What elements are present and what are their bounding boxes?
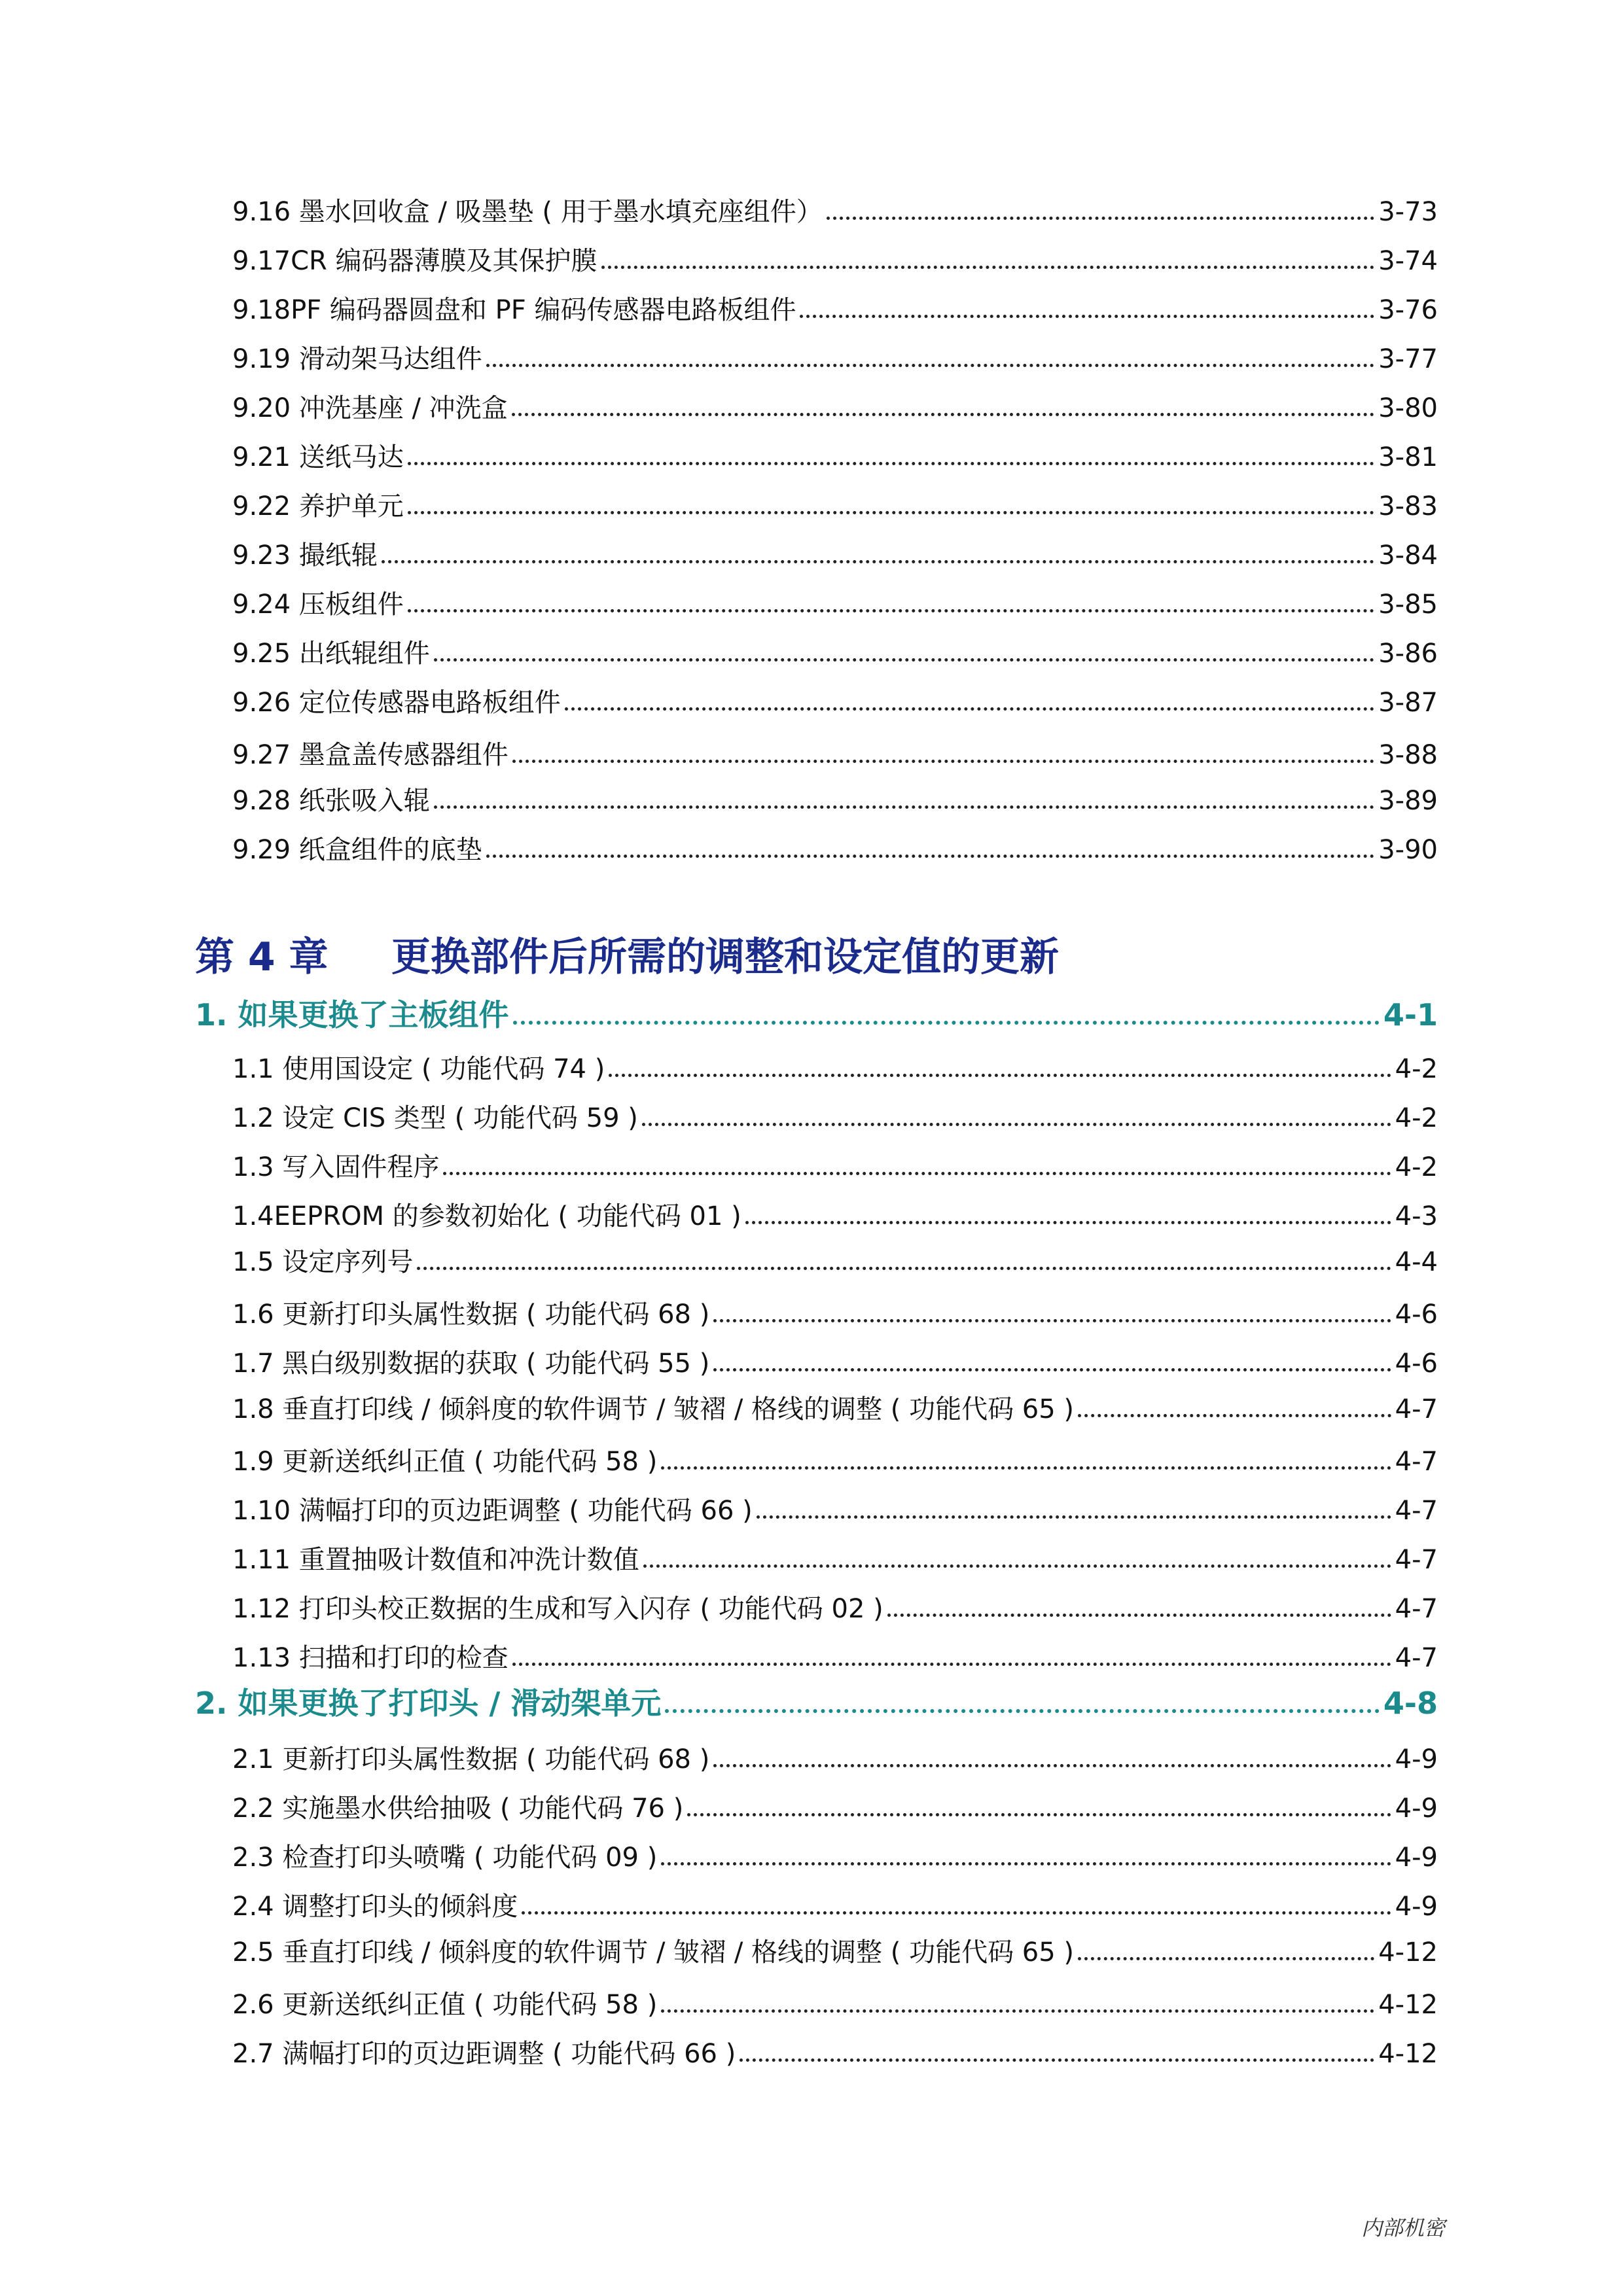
dot-leader xyxy=(565,707,1374,711)
toc-entry-title: 9.16 墨水回收盒 / 吸墨垫 ( 用于墨水填充座组件） xyxy=(232,197,823,227)
toc-entry[interactable] xyxy=(232,1283,1438,1329)
toc-entry-title: 1.6 更新打印头属性数据 ( 功能代码 68 ) xyxy=(232,1299,710,1330)
dot-leader xyxy=(443,1172,1391,1175)
toc-entry-page: 3-83 xyxy=(1378,491,1438,521)
toc-entry[interactable] xyxy=(232,819,1438,864)
toc-entry[interactable] xyxy=(232,1038,1438,1084)
toc-entry-page: 4-12 xyxy=(1378,1990,1438,2020)
toc-entry[interactable] xyxy=(232,1136,1438,1182)
toc-entry-title: 1.10 满幅打印的页边距调整 ( 功能代码 66 ) xyxy=(232,1496,753,1526)
dot-leader xyxy=(661,1466,1391,1470)
dot-leader xyxy=(713,1368,1391,1371)
dot-leader xyxy=(687,1813,1391,1816)
toc-entry-title: 9.24 压板组件 xyxy=(232,590,404,620)
toc-entry[interactable] xyxy=(232,377,1438,423)
dot-leader xyxy=(512,1663,1391,1666)
dot-leader xyxy=(512,760,1374,763)
toc-section-page: 4-1 xyxy=(1383,997,1438,1033)
toc-entry-title: 2.2 实施墨水供给抽吸 ( 功能代码 76 ) xyxy=(232,1793,684,1824)
toc-entry[interactable] xyxy=(232,724,1438,769)
dot-leader xyxy=(512,413,1375,416)
toc-entry-title: 1.4EEPROM 的参数初始化 ( 功能代码 01 ) xyxy=(232,1201,741,1231)
toc-entry[interactable] xyxy=(232,1826,1438,1872)
toc-entry-page: 3-73 xyxy=(1378,197,1438,227)
toc-entry[interactable] xyxy=(232,1777,1438,1823)
dot-leader xyxy=(887,1614,1391,1617)
toc-section-page: 4-8 xyxy=(1383,1686,1438,1721)
toc-entry-title: 9.26 定位传感器电路板组件 xyxy=(232,688,561,718)
dot-leader xyxy=(740,2058,1374,2062)
toc-entry[interactable] xyxy=(232,1578,1438,1623)
toc-entry-title: 9.22 养护单元 xyxy=(232,491,404,521)
toc-entry[interactable] xyxy=(232,1185,1438,1231)
dot-leader xyxy=(661,1862,1391,1865)
toc-entry-title: 1.11 重置抽吸计数值和冲洗计数值 xyxy=(232,1545,639,1575)
dot-leader xyxy=(713,1764,1391,1767)
toc-entry-page: 4-7 xyxy=(1395,1594,1438,1624)
toc-entry[interactable] xyxy=(232,181,1438,226)
toc-entry[interactable] xyxy=(232,622,1438,668)
toc-entry-title: 9.27 墨盒盖传感器组件 xyxy=(232,740,508,770)
toc-entry[interactable] xyxy=(232,279,1438,325)
dot-leader xyxy=(486,364,1374,367)
toc-entry-title: 2.7 满幅打印的页边距调整 ( 功能代码 66 ) xyxy=(232,2039,736,2069)
toc-entry-page: 4-9 xyxy=(1395,1793,1438,1824)
toc-entry[interactable] xyxy=(232,1378,1438,1424)
dot-leader xyxy=(434,805,1374,809)
dot-leader xyxy=(609,1074,1391,1077)
chapter-number: 第 4 章 xyxy=(195,934,329,980)
dot-leader xyxy=(1078,1957,1374,1960)
toc-entry-page: 4-2 xyxy=(1395,1103,1438,1133)
toc-entry[interactable] xyxy=(232,1332,1438,1378)
toc-entry-title: 1.3 写入固件程序 xyxy=(232,1152,440,1182)
toc-entry[interactable] xyxy=(232,1231,1438,1277)
toc-entry-title: 9.21 送纸马达 xyxy=(232,442,404,472)
toc-entry-title: 9.20 冲洗基座 / 冲洗盒 xyxy=(232,393,508,423)
toc-entry-title: 9.23 撮纸辊 xyxy=(232,540,378,571)
toc-entry-page: 3-76 xyxy=(1378,295,1438,325)
dot-leader xyxy=(382,560,1374,563)
toc-entry-page: 4-4 xyxy=(1395,1247,1438,1277)
toc-entry[interactable] xyxy=(232,1875,1438,1921)
toc-entry-page: 4-2 xyxy=(1395,1152,1438,1182)
toc-entry[interactable] xyxy=(232,1430,1438,1476)
toc-section-title: 2. 如果更换了打印头 / 滑动架单元 xyxy=(195,1686,662,1721)
toc-entry-page: 3-74 xyxy=(1378,246,1438,276)
dot-leader xyxy=(408,511,1374,514)
toc-entry[interactable] xyxy=(232,426,1438,472)
dot-leader xyxy=(513,1021,1380,1025)
toc-entry-title: 2.3 检查打印头喷嘴 ( 功能代码 09 ) xyxy=(232,1843,658,1873)
dot-leader xyxy=(800,315,1374,318)
toc-entry-title: 9.29 纸盒组件的底垫 xyxy=(232,835,482,865)
toc-entry[interactable] xyxy=(232,573,1438,619)
toc-entry-title: 2.5 垂直打印线 / 倾斜度的软件调节 / 皱褶 / 格线的调整 ( 功能代码 65 ) xyxy=(232,1937,1075,1968)
toc-entry[interactable] xyxy=(232,2022,1438,2068)
toc-entry-page: 3-88 xyxy=(1378,740,1438,770)
toc-entry-page: 4-9 xyxy=(1395,1843,1438,1873)
dot-leader xyxy=(408,609,1374,612)
toc-entry-title: 1.9 更新送纸纠正值 ( 功能代码 58 ) xyxy=(232,1447,658,1477)
chapter-title: 更换部件后所需的调整和设定值的更新 xyxy=(391,934,1059,980)
toc-entry[interactable] xyxy=(232,671,1438,717)
toc-section[interactable] xyxy=(195,1672,1438,1720)
chapter-heading xyxy=(195,928,1059,980)
toc-entry-page: 3-86 xyxy=(1378,639,1438,669)
toc-entry-page: 4-12 xyxy=(1378,1937,1438,1968)
dot-leader xyxy=(417,1267,1391,1270)
dot-leader xyxy=(745,1221,1391,1224)
toc-entry[interactable] xyxy=(232,1921,1438,1967)
toc-entry-page: 3-87 xyxy=(1378,688,1438,718)
toc-entry[interactable] xyxy=(232,1627,1438,1672)
toc-entry-page: 4-7 xyxy=(1395,1545,1438,1575)
toc-entry-page: 4-2 xyxy=(1395,1054,1438,1084)
toc-entry[interactable] xyxy=(232,1528,1438,1574)
toc-entry[interactable] xyxy=(232,769,1438,815)
toc-entry-title: 9.17CR 编码器薄膜及其保护膜 xyxy=(232,246,597,276)
toc-entry[interactable] xyxy=(232,1728,1438,1774)
toc-entry-title: 9.28 纸张吸入辊 xyxy=(232,786,430,816)
toc-entry-page: 4-7 xyxy=(1395,1496,1438,1526)
dot-leader xyxy=(661,2009,1374,2013)
dot-leader xyxy=(522,1911,1391,1915)
toc-entry-page: 3-77 xyxy=(1378,344,1438,374)
toc-entry-page: 4-3 xyxy=(1395,1201,1438,1231)
toc-entry[interactable] xyxy=(232,230,1438,275)
toc-entry-title: 1.8 垂直打印线 / 倾斜度的软件调节 / 皱褶 / 格线的调整 ( 功能代码 65 ) xyxy=(232,1394,1075,1424)
dot-leader xyxy=(486,855,1374,858)
toc-entry-page: 4-9 xyxy=(1395,1892,1438,1922)
dot-leader xyxy=(408,462,1374,465)
toc-entry-page: 3-81 xyxy=(1378,442,1438,472)
toc-entry-title: 9.18PF 编码器圆盘和 PF 编码传感器电路板组件 xyxy=(232,295,796,325)
toc-entry-page: 4-6 xyxy=(1395,1349,1438,1379)
toc-entry-page: 3-84 xyxy=(1378,540,1438,571)
toc-entry-page: 3-85 xyxy=(1378,590,1438,620)
toc-entry-page: 4-7 xyxy=(1395,1643,1438,1673)
dot-leader xyxy=(1078,1414,1391,1417)
toc-entry-page: 4-12 xyxy=(1378,2039,1438,2069)
toc-entry-title: 2.6 更新送纸纠正值 ( 功能代码 58 ) xyxy=(232,1990,658,2020)
toc-section[interactable] xyxy=(195,984,1438,1031)
toc-entry-title: 9.25 出纸辊组件 xyxy=(232,639,430,669)
toc-entry[interactable] xyxy=(232,1973,1438,2019)
dot-leader xyxy=(434,658,1374,662)
toc-entry-page: 3-90 xyxy=(1378,835,1438,865)
toc-entry[interactable] xyxy=(232,1479,1438,1525)
toc-entry-page: 4-7 xyxy=(1395,1394,1438,1424)
confidential-footer: 内部机密 xyxy=(1361,2216,1446,2240)
toc-entry-title: 2.4 调整打印头的倾斜度 xyxy=(232,1892,518,1922)
dot-leader xyxy=(713,1319,1391,1322)
toc-entry[interactable] xyxy=(232,524,1438,570)
toc-entry-title: 1.12 打印头校正数据的生成和写入闪存 ( 功能代码 02 ) xyxy=(232,1594,883,1624)
toc-entry-title: 1.5 设定序列号 xyxy=(232,1247,414,1277)
toc-entry-page: 4-9 xyxy=(1395,1744,1438,1775)
dot-leader xyxy=(643,1564,1391,1568)
dot-leader xyxy=(665,1709,1380,1713)
toc-entry-page: 4-7 xyxy=(1395,1447,1438,1477)
toc-entry[interactable] xyxy=(232,1087,1438,1133)
toc-entry-title: 1.2 设定 CIS 类型 ( 功能代码 59 ) xyxy=(232,1103,638,1133)
dot-leader xyxy=(601,266,1375,269)
dot-leader xyxy=(827,217,1375,220)
toc-entry-title: 1.7 黑白级别数据的获取 ( 功能代码 55 ) xyxy=(232,1349,710,1379)
toc-entry[interactable] xyxy=(232,328,1438,374)
toc-entry-title: 1.1 使用国设定 ( 功能代码 74 ) xyxy=(232,1054,605,1084)
toc-section-title: 1. 如果更换了主板组件 xyxy=(195,997,509,1033)
toc-entry-page: 4-6 xyxy=(1395,1299,1438,1330)
toc-entry-title: 1.13 扫描和打印的检查 xyxy=(232,1643,508,1673)
toc-entry-page: 3-89 xyxy=(1378,786,1438,816)
toc-entry-page: 3-80 xyxy=(1378,393,1438,423)
toc-entry-title: 9.19 滑动架马达组件 xyxy=(232,344,482,374)
dot-leader xyxy=(757,1515,1391,1519)
toc-entry-title: 2.1 更新打印头属性数据 ( 功能代码 68 ) xyxy=(232,1744,710,1775)
dot-leader xyxy=(642,1123,1391,1126)
toc-entry[interactable] xyxy=(232,475,1438,521)
